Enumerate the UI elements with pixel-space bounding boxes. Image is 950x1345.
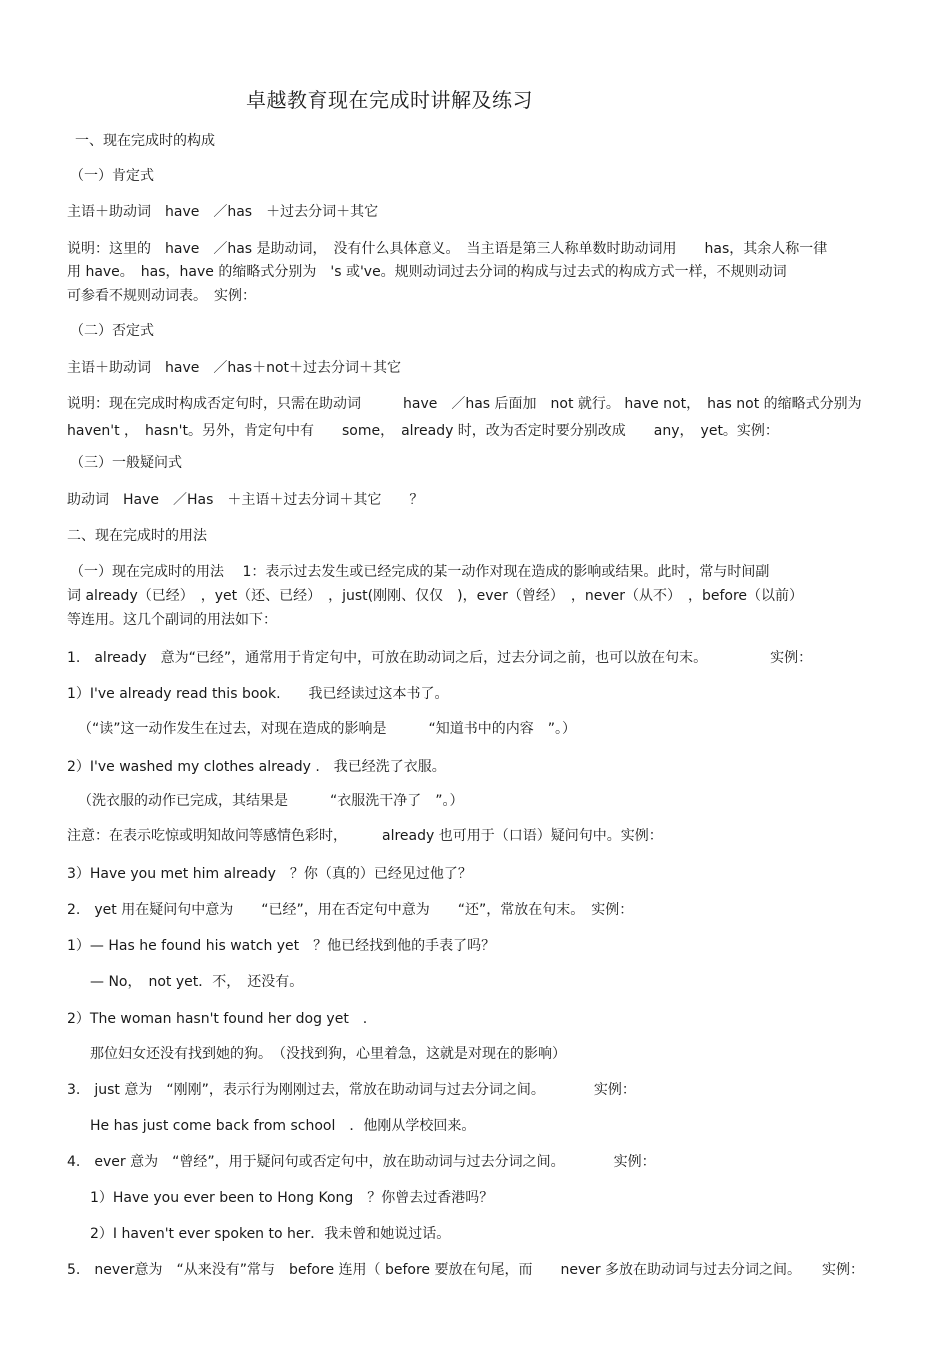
paragraph-line: 用 have。 has，have 的缩略式分别为 's 或've。规则动词过去分词的构成与过去式的构成方式一样，不规则动词 xyxy=(67,264,787,280)
example-line: 1）Have you ever been to Hong Kong ？你曾去过香港吗？ xyxy=(90,1190,494,1206)
section-heading: 一、现在完成时的构成 xyxy=(75,133,215,149)
example-line: 1）I've already read this book. 我已经读过这本书了。 xyxy=(67,686,449,702)
paragraph-line: （一）现在完成时的用法 1：表示过去发生或已经完成的某一动作对现在造成的影响或结果。此时，常与时间副 xyxy=(70,564,770,580)
formula-line: 主语＋助动词 have ／has ＋过去分词＋其它 xyxy=(67,204,379,220)
paragraph-line: 等连用。这几个副词的用法如下： xyxy=(67,612,277,628)
list-item: 1. already 意为“已经”，通常用于肯定句中，可放在助动词之后，过去分词之前，也可以放在句末。 实例： xyxy=(67,650,813,666)
subsection-heading: （三）一般疑问式 xyxy=(70,455,182,471)
example-line: 2）I haven't ever spoken to her．我未曾和她说过话。 xyxy=(90,1226,451,1242)
document-title: 卓越教育现在完成时讲解及练习 xyxy=(246,88,533,112)
paragraph-line: 可参看不规则动词表。 实例： xyxy=(67,288,256,304)
list-item: 5. never意为 “从来没有”常与 before 连用（ before 要放在句尾，而 never 多放在助动词与过去分词之间。 实例： xyxy=(67,1262,865,1278)
paragraph-line: 说明：这里的 have ／has 是助动词， 没有什么具体意义。 当主语是第三人称单数时助动词用 has，其余人称一律 xyxy=(67,241,828,257)
list-item: 3. just 意为 “刚刚”，表示行为刚刚过去，常放在助动词与过去分词之间。 实例： xyxy=(67,1082,636,1098)
note-line: （“读”这一动作发生在过去，对现在造成的影响是 “知道书中的内容 ”。） xyxy=(78,721,577,737)
example-line: 1）— Has he found his watch yet ？他已经找到他的手表了吗？ xyxy=(67,938,496,954)
list-item: 2. yet 用在疑问句中意为 “已经”，用在否定句中意为 “还”，常放在句末。 实例： xyxy=(67,902,634,918)
example-line: 那位妇女还没有找到她的狗。 （没找到狗，心里着急，这就是对现在的影响） xyxy=(90,1046,566,1062)
note-line: （洗衣服的动作已完成，其结果是 “衣服洗干净了 ”。） xyxy=(78,793,464,809)
formula-line: 主语＋助动词 have ／has＋not＋过去分词＋其它 xyxy=(67,360,402,376)
example-line: 3）Have you met him already ？你（真的）已经见过他了？ xyxy=(67,866,472,882)
section-heading: 二、现在完成时的用法 xyxy=(67,528,207,544)
paragraph-line: 注意：在表示吃惊或明知故问等感情色彩时， already 也可用于（口语）疑问句中。实例： xyxy=(67,828,663,844)
example-line: 2）The woman hasn't found her dog yet . xyxy=(67,1011,368,1027)
subsection-heading: （二）否定式 xyxy=(70,323,154,339)
example-line: — No， not yet．不， 还没有。 xyxy=(90,974,304,990)
paragraph-line: 词 already（已经） ，yet（还、已经） ，just(刚刚、仅仅 )，ever（曾经） ，never（从不） ，before（以前） xyxy=(67,588,804,604)
example-line: He has just come back from school ．他刚从学校回来。 xyxy=(90,1118,476,1134)
paragraph-line: 说明：现在完成时构成否定句时，只需在助动词 have ／has 后面加 not 就行。 have not， has not 的缩略式分别为 xyxy=(67,396,862,412)
list-item: 4. ever 意为 “曾经”，用于疑问句或否定句中，放在助动词与过去分词之间。 实例： xyxy=(67,1154,656,1170)
subsection-heading: （一）肯定式 xyxy=(70,168,154,184)
example-line: 2）I've washed my clothes already . 我已经洗了衣服。 xyxy=(67,759,446,775)
paragraph-line: haven't ， hasn't。另外，肯定句中有 some， already 时，改为否定时要分别改成 any， yet。实例： xyxy=(67,423,779,439)
formula-line: 助动词 Have ／Has ＋主语＋过去分词＋其它 ？ xyxy=(67,492,424,508)
